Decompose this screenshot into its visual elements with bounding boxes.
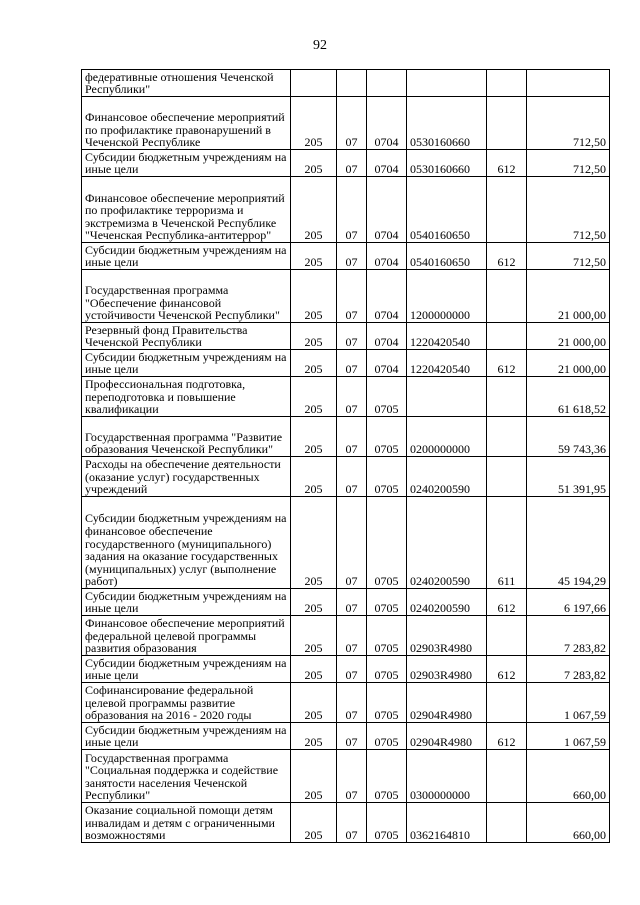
ministry-code: 205 (291, 750, 337, 803)
ministry-code: 205 (291, 723, 337, 750)
ministry-code (291, 70, 337, 97)
row-name: Государственная программа "Обеспечение финансовой устойчивости Чеченской Республики" (82, 270, 291, 323)
amount: 7 283,82 (527, 656, 610, 683)
row-name: Государственная программа "Социальная поддержка и содействие занятости населения Чеченской Республики" (82, 750, 291, 803)
subsection-code: 0705 (367, 750, 407, 803)
amount: 712,50 (527, 243, 610, 270)
ministry-code: 205 (291, 683, 337, 723)
expense-code: 612 (487, 656, 527, 683)
target-code: 02903R4980 (407, 616, 487, 656)
budget-table-body (82, 70, 610, 843)
amount: 712,50 (527, 97, 610, 150)
subsection-code: 0704 (367, 177, 407, 243)
target-code (407, 377, 487, 417)
table-row (82, 723, 610, 750)
subsection-code: 0704 (367, 323, 407, 350)
ministry-code: 205 (291, 270, 337, 323)
subsection-code: 0705 (367, 683, 407, 723)
ministry-code: 205 (291, 497, 337, 589)
subsection-code: 0705 (367, 417, 407, 457)
row-name: Субсидии бюджетным учреждениям на иные цели (82, 243, 291, 270)
subsection-code: 0705 (367, 377, 407, 417)
expense-code (487, 323, 527, 350)
section-code: 07 (337, 243, 367, 270)
target-code: 0530160660 (407, 97, 487, 150)
ministry-code: 205 (291, 377, 337, 417)
amount: 21 000,00 (527, 350, 610, 377)
amount: 1 067,59 (527, 683, 610, 723)
amount: 21 000,00 (527, 323, 610, 350)
target-code: 1220420540 (407, 323, 487, 350)
row-name: Финансовое обеспечение мероприятий по профилактике терроризма и экстремизма в Чеченской Республике "Чеченская Республика-антитеррор" (82, 177, 291, 243)
amount: 51 391,95 (527, 457, 610, 497)
section-code: 07 (337, 803, 367, 843)
section-code: 07 (337, 750, 367, 803)
subsection-code (367, 70, 407, 97)
section-code: 07 (337, 323, 367, 350)
row-name: Субсидии бюджетным учреждениям на финансовое обеспечение государственного (муниципального) задания на оказание государственных (муниципальных) услуг (выполнение работ) (82, 497, 291, 589)
table-row (82, 589, 610, 616)
subsection-code: 0704 (367, 243, 407, 270)
subsection-code: 0705 (367, 723, 407, 750)
amount: 7 283,82 (527, 616, 610, 656)
row-name: Субсидии бюджетным учреждениям на иные цели (82, 589, 291, 616)
ministry-code: 205 (291, 243, 337, 270)
target-code: 02904R4980 (407, 683, 487, 723)
section-code: 07 (337, 97, 367, 150)
amount: 59 743,36 (527, 417, 610, 457)
row-name: Субсидии бюджетным учреждениям на иные цели (82, 150, 291, 177)
amount: 61 618,52 (527, 377, 610, 417)
ministry-code: 205 (291, 150, 337, 177)
row-name: Софинансирование федеральной целевой программы развитие образования на 2016 - 2020 годы (82, 683, 291, 723)
amount: 712,50 (527, 150, 610, 177)
expense-code (487, 616, 527, 656)
expense-code: 612 (487, 589, 527, 616)
target-code: 0530160660 (407, 150, 487, 177)
expense-code (487, 803, 527, 843)
row-name: Субсидии бюджетным учреждениям на иные цели (82, 350, 291, 377)
table-row (82, 616, 610, 656)
section-code: 07 (337, 723, 367, 750)
target-code: 02903R4980 (407, 656, 487, 683)
table-row (82, 350, 610, 377)
subsection-code: 0705 (367, 457, 407, 497)
section-code: 07 (337, 350, 367, 377)
section-code: 07 (337, 589, 367, 616)
row-name: Субсидии бюджетным учреждениям на иные цели (82, 723, 291, 750)
expense-code (487, 177, 527, 243)
table-row (82, 750, 610, 803)
table-row (82, 377, 610, 417)
amount: 21 000,00 (527, 270, 610, 323)
section-code: 07 (337, 377, 367, 417)
table-row (82, 70, 610, 97)
expense-code: 612 (487, 723, 527, 750)
target-code: 0540160650 (407, 243, 487, 270)
target-code: 0240200590 (407, 497, 487, 589)
expense-code: 612 (487, 350, 527, 377)
amount: 660,00 (527, 750, 610, 803)
expense-code (487, 417, 527, 457)
amount: 660,00 (527, 803, 610, 843)
table-row (82, 150, 610, 177)
budget-table (81, 69, 610, 843)
section-code: 07 (337, 683, 367, 723)
subsection-code: 0705 (367, 656, 407, 683)
subsection-code: 0705 (367, 803, 407, 843)
expense-code: 611 (487, 497, 527, 589)
table-row (82, 323, 610, 350)
row-name: Расходы на обеспечение деятельности (оказание услуг) государственных учреждений (82, 457, 291, 497)
row-name: Финансовое обеспечение мероприятий федеральной целевой программы развития образования (82, 616, 291, 656)
ministry-code: 205 (291, 656, 337, 683)
amount: 45 194,29 (527, 497, 610, 589)
table-row (82, 97, 610, 150)
target-code (407, 70, 487, 97)
target-code: 0240200590 (407, 457, 487, 497)
row-name: Государственная программа "Развитие образования Чеченской Республики" (82, 417, 291, 457)
table-row (82, 656, 610, 683)
row-name: Оказание социальной помощи детям инвалидам и детям с ограниченными возможностями (82, 803, 291, 843)
expense-code (487, 270, 527, 323)
subsection-code: 0705 (367, 589, 407, 616)
target-code: 0300000000 (407, 750, 487, 803)
expense-code (487, 750, 527, 803)
ministry-code: 205 (291, 323, 337, 350)
row-name: Субсидии бюджетным учреждениям на иные цели (82, 656, 291, 683)
expense-code (487, 377, 527, 417)
subsection-code: 0704 (367, 97, 407, 150)
amount: 1 067,59 (527, 723, 610, 750)
subsection-code: 0705 (367, 616, 407, 656)
ministry-code: 205 (291, 589, 337, 616)
table-row (82, 497, 610, 589)
target-code: 0362164810 (407, 803, 487, 843)
ministry-code: 205 (291, 616, 337, 656)
expense-code (487, 457, 527, 497)
target-code: 1200000000 (407, 270, 487, 323)
amount (527, 70, 610, 97)
table-row (82, 803, 610, 843)
subsection-code: 0704 (367, 150, 407, 177)
section-code: 07 (337, 417, 367, 457)
ministry-code: 205 (291, 177, 337, 243)
subsection-code: 0705 (367, 497, 407, 589)
table-row (82, 683, 610, 723)
expense-code (487, 70, 527, 97)
ministry-code: 205 (291, 457, 337, 497)
subsection-code: 0704 (367, 270, 407, 323)
table-row (82, 243, 610, 270)
table-row (82, 177, 610, 243)
target-code: 0200000000 (407, 417, 487, 457)
section-code (337, 70, 367, 97)
amount: 712,50 (527, 177, 610, 243)
section-code: 07 (337, 656, 367, 683)
expense-code: 612 (487, 150, 527, 177)
ministry-code: 205 (291, 350, 337, 377)
section-code: 07 (337, 177, 367, 243)
table-row (82, 270, 610, 323)
ministry-code: 205 (291, 803, 337, 843)
row-name: Резервный фонд Правительства Чеченской Республики (82, 323, 291, 350)
section-code: 07 (337, 616, 367, 656)
table-row (82, 417, 610, 457)
target-code: 0240200590 (407, 589, 487, 616)
target-code: 02904R4980 (407, 723, 487, 750)
section-code: 07 (337, 457, 367, 497)
expense-code (487, 97, 527, 150)
amount: 6 197,66 (527, 589, 610, 616)
ministry-code: 205 (291, 97, 337, 150)
section-code: 07 (337, 497, 367, 589)
table-row (82, 457, 610, 497)
target-code: 1220420540 (407, 350, 487, 377)
section-code: 07 (337, 150, 367, 177)
expense-code: 612 (487, 243, 527, 270)
target-code: 0540160650 (407, 177, 487, 243)
row-name: Финансовое обеспечение мероприятий по профилактике правонарушений в Чеченской Республике (82, 97, 291, 150)
subsection-code: 0704 (367, 350, 407, 377)
ministry-code: 205 (291, 417, 337, 457)
row-name: Профессиональная подготовка, переподготовка и повышение квалификации (82, 377, 291, 417)
expense-code (487, 683, 527, 723)
page-number: 92 (313, 38, 327, 53)
section-code: 07 (337, 270, 367, 323)
row-name: федеративные отношения Чеченской Республики" (82, 70, 291, 97)
